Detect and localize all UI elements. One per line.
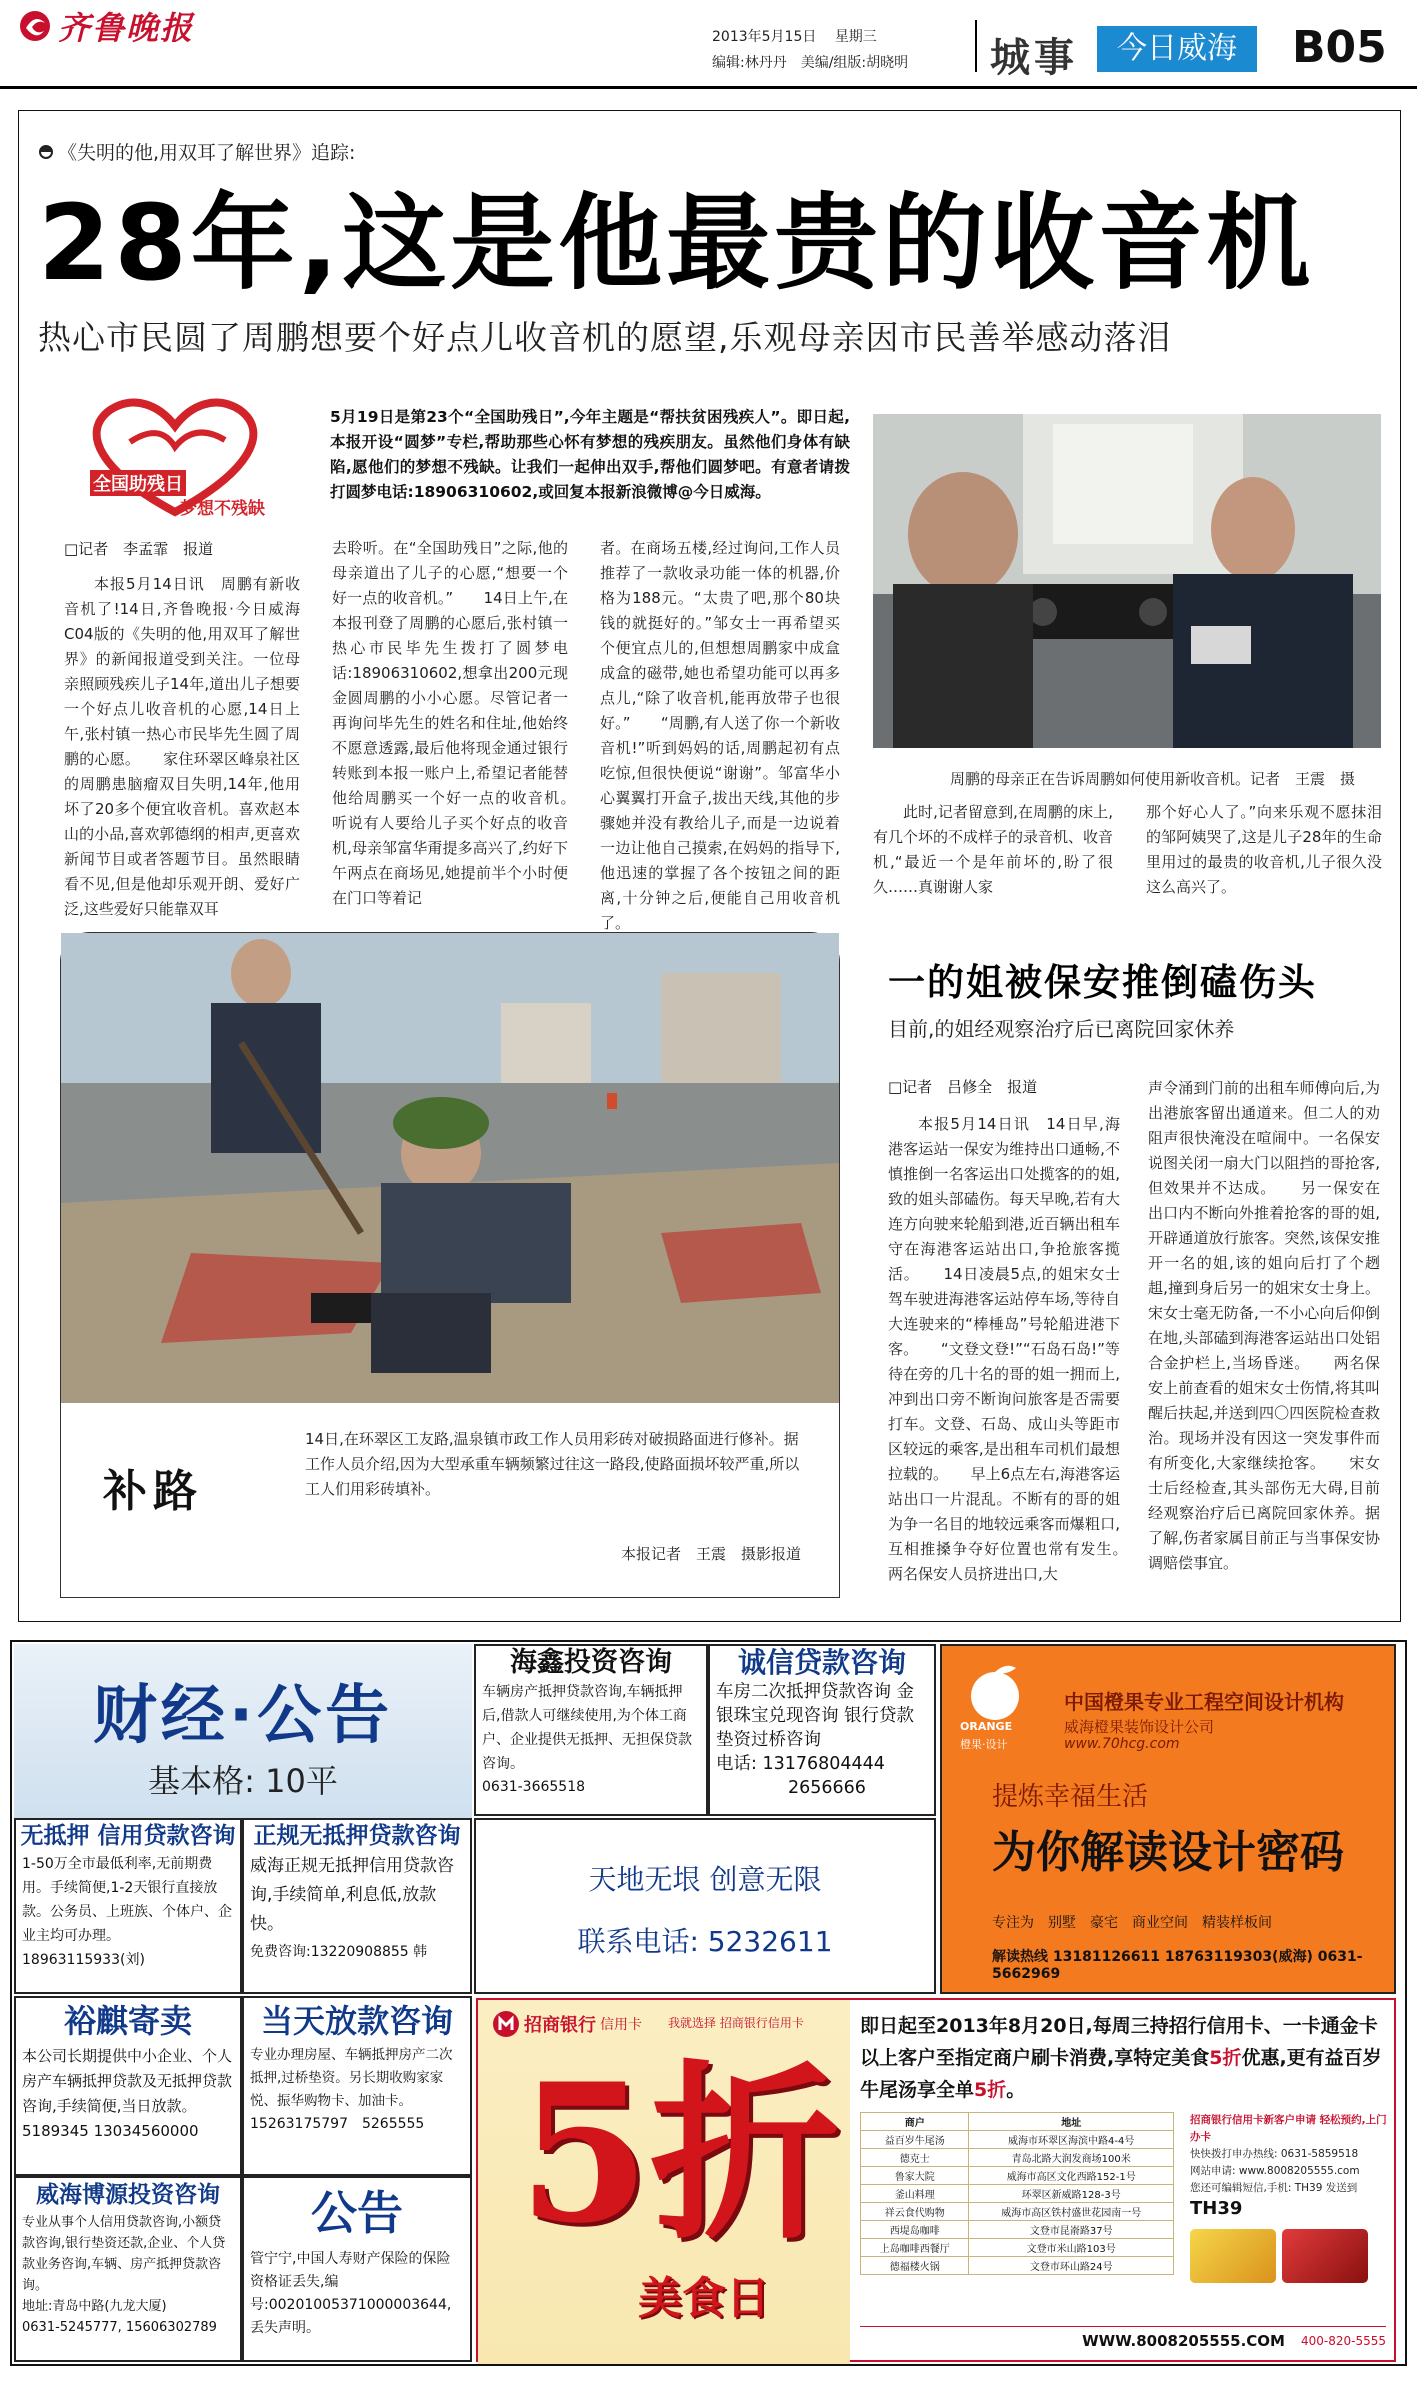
cmb-hotline: 400-820-5555 xyxy=(1300,2334,1386,2348)
ad-same-day-loan: 当天放款咨询 专业办理房屋、车辆抵押房产二次抵押,过桥垫资。另长期收购家家悦、振华购物卡、加油卡。 15263175797 5265555 xyxy=(242,1996,472,2176)
table-row: 德福楼火锅 文登市环山路24号 xyxy=(861,2257,1174,2275)
logo-swirl-icon xyxy=(18,9,52,43)
issue-weekday: 星期三 xyxy=(834,29,877,45)
ad-orange-design: ORANGE 橙果·设计 中国橙果专业工程空间设计机构 威海橙果装饰设计公司 www.70hcg.com 提炼幸福生活 为你解读设计密码 专注为 别墅 豪宅 商业空间 精装样板间 解读热线 13181126611 18763119303(威海) 0631-5662969 xyxy=(940,1644,1396,1994)
road-repair-credit: 本报记者 王震 摄影报道 xyxy=(621,1545,802,1563)
ad-no-mortgage-loan: 正规无抵押贷款咨询 威海正规无抵押信用贷款咨询,手续简单,利息低,放款快。 免费咨询:13220908855 韩 xyxy=(242,1818,472,1994)
story1-promo: 5月19日是第23个“全国助残日”,今年主题是“帮扶贫困残疾人”。即日起,本报开设“圆梦”专栏,帮助那些心怀有梦想的残疾朋友。虽然他们身体有缺陷,愿他们的梦想不残缺。让我们一起伸出双手,帮他们圆梦吧。有意者请拨打圆梦电话:18906310602,或回复本报新浪微博@今日威海。 xyxy=(330,408,850,501)
bullet-circle-icon xyxy=(38,144,54,160)
subsection-badge: 今日威海 xyxy=(1097,26,1257,72)
page-number: B05 xyxy=(1292,22,1387,73)
story2-byline: □记者 吕修全 报道 xyxy=(888,1078,1038,1096)
table-row: 西堤岛咖啡 文登市昆嵛路37号 xyxy=(861,2221,1174,2239)
mother-son-radio-photo xyxy=(873,414,1381,748)
story1-photo-caption: 周鹏的母亲正在告诉周鹏如何使用新收音机。记者 王震 摄 xyxy=(950,770,1356,788)
story1-column-5: 那个好心人了。”向来乐观不愿抹泪的邹阿姨哭了,这是儿子28年的生命里用过的最贵的收音机,儿子很久没这么高兴了。 xyxy=(1146,803,1382,896)
issue-date: 2013年5月15日 xyxy=(712,29,817,45)
finance-banner: 财经·公告 基本格: 10平 xyxy=(14,1644,472,1818)
ad-notice: 公告 管宁宁,中国人寿财产保险的保险资格证丢失,编号:00201005371000003644,丢失声明。 xyxy=(242,2176,472,2362)
story1-byline: □记者 李孟霏 报道 xyxy=(64,540,214,558)
story1-kicker: 《失明的他,用双耳了解世界》追踪: xyxy=(38,138,355,165)
table-row: 上岛咖啡西餐厅 文登市米山路103号 xyxy=(861,2239,1174,2257)
ad-yuqi-pawn: 裕麒寄卖 本公司长期提供中小企业、个人房产车辆抵押贷款及无抵押贷款咨询,手续简便,当日放款。 5189345 13034560000 xyxy=(14,1996,242,2176)
story1-column-3: 者。在商场五楼,经过询问,工作人员推荐了一款收录功能一体的机器,价格为188元。“太贵了吧,那个80块钱的就挺好的。”邹女士一再希望买个便宜点儿的,但想想周鹏家中成盒成盒的磁带,她也希望功能可以再多点儿,“除了收音机,能再放带子也很好。” “周鹏,有人送了你一个新收音机!”听到妈妈的话,周鹏起初有点吃惊,但很快便说“谢谢”。邹富华小心翼翼打开盒子,拔出天线,其他的步骤她并没有教给儿子,而是一边说着一边让他自己摸索,在妈妈的指导下,他迅速的掌握了各个按钮之间的距离,十分钟之后,便能自己用收音机了。 xyxy=(600,539,840,932)
table-row: 鲁家大院 威海市高区文化西路152-1号 xyxy=(861,2167,1174,2185)
cmb-website[interactable]: WWW.8008205555.COM xyxy=(1082,2332,1285,2350)
story1-headline: 28年,这是他最贵的收音机 xyxy=(38,182,1315,304)
masthead-logo: 齐鲁晚报 xyxy=(18,8,194,44)
orange-fruit-icon xyxy=(960,1662,1030,1722)
story2-headline: 一的姐被保安推倒磕伤头 xyxy=(888,961,1317,1004)
cmb-logo-icon xyxy=(492,2010,520,2038)
road-repair-title: 补路 xyxy=(103,1466,203,1517)
section-name: 城事 xyxy=(990,35,1078,81)
ad-boyuan-investment: 威海博源投资咨询 专业从事个人信用贷款咨询,小额贷款咨询,银行垫资还款,企业、个人贷款业务咨询,车辆、房产抵押贷款咨询。 地址:青岛中路(九龙大厦) 0631-5245777, 15606302789 xyxy=(14,2176,242,2362)
table-row: 德克士 青岛北路大润发商场100米 xyxy=(861,2149,1174,2167)
five-discount-graphic: 5折 xyxy=(518,2042,841,2265)
merchant-table: 商户 地址 益百岁牛尾汤 威海市环翠区海滨中路4-4号 德克士 青岛北路大润发商场100米 鲁家大院 威海市高区文化西路152-1号 釜山料理 环翠区新威路128-3号 祥云食代购物 威海市高区铁村盛世花园南一号 西堤岛咖啡 文登市昆嵛路37号 上岛咖啡西餐厅 文登市米山路103号 德福楼火锅 文登市环山路24号 xyxy=(860,2112,1174,2275)
story2-column-1: 本报5月14日讯 14日早,海港客运站一保安为维持出口通畅,不慎推倒一名客运出口处揽客的的姐,致的姐头部磕伤。每天早晚,若有大连方向驶来轮船到港,近百辆出租车守在海港客运站出口,争抢旅客揽活。 14日凌晨5点,的姐宋女士驾车驶进海港客运站停车场,等待自大连驶来的“棒棰岛”号轮船进港下客。 “文登文登!”“石岛石岛!”等待在旁的几十名的哥的姐一拥而上,冲到出口旁不断询问旅客是否需要打车。文登、石岛、成山头等距市区较远的乘客,是出租车司机们最想拉载的。 早上6点左右,海港客运站出口一片混乱。不断有的哥的姐为争一名目的地较远乘客而爆粗口,互相推搡争夺好位置也常有发生。 两名保安人员挤进出口,大 xyxy=(888,1115,1151,1583)
story1-column-1: 本报5月14日讯 周鹏有新收音机了!14日,齐鲁晚报·今日威海C04版的《失明的他,用双耳了解世界》的新闻报道受到关注。一位母亲照顾残疾儿子14年,道出儿子想要一个好点儿收音机的心愿,14日上午,张村镇一热心市民毕先生圆了周鹏的心愿。 家住环翠区峰泉社区的周鹏患脑瘤双目失明,14年,他用坏了20多个便宜收音机。喜欢赵本山的小品,喜欢郭德纲的相声,更喜欢新闻节目或者答题节目。虽然眼睛看不见,但是他却乐观开朗、爱好广泛,这些爱好只能靠双耳 xyxy=(64,575,300,918)
story1-subhead: 热心市民圆了周鹏想要个好点儿收音机的愿望,乐观母亲因市民善举感动落泪 xyxy=(38,318,1172,357)
road-repair-caption: 14日,在环翠区工友路,温泉镇市政工作人员用彩砖对破损路面进行修补。据工作人员介绍,因为大型承重车辆频繁过往这一路段,使路面损坏较严重,所以工人们用彩砖填补。 xyxy=(305,1430,800,1498)
credit-card-image xyxy=(1190,2229,1388,2283)
editor-credits: 编辑:林丹丹 美编/组版:胡晓明 xyxy=(712,55,909,71)
ad-chengxin-loan: 诚信贷款咨询 车房二次抵押贷款咨询 金银珠宝兑现咨询 银行贷款垫资过桥咨询 电话: 13176804444 2656666 xyxy=(708,1644,936,1816)
ad-haixin-investment: 海鑫投资咨询 车辆房产抵押贷款咨询,车辆抵押后,借款人可继续使用,为个体工商户、企业提供无抵押、无担保贷款咨询。 0631-3665518 xyxy=(474,1644,708,1816)
ad-cmb-credit-card: 招商银行 信用卡 我就选择 招商银行信用卡 5折 美食日 即日起至2013年8月20日,每周三持招行信用卡、一卡通金卡以上客户至指定商户刷卡消费,享特定美食5折优惠,更有益百岁牛尾汤享全单5折。 商户 地址 益百岁牛尾汤 威海市环翠区海滨中路4-4号 德克士 青岛北路大润发商场100米 鲁家大院 威海市高区文化西路152-1号 釜山料理 环翠区新威路128-3号 祥云食代购物 威海市高区铁村盛世花园南一号 西堤岛咖啡 文登市昆嵛路37号 上岛咖啡西餐厅 文登市米山路103号 德福楼火锅 文登市环山路24号 招商银行信用卡新客户申请 轻松预约,上门办卡 快快拨打申办热线: 0631-5859518 网站申请: www.8008205555.com 您还可编辑短信,手机: TH39 发送到 TH39 WWW.8008205555.COM 400-820-5555 xyxy=(476,1998,1396,2362)
road-repair-photo xyxy=(61,933,839,1403)
ad-creative: 天地无垠 创意无限 联系电话: 5232611 xyxy=(474,1818,936,1994)
table-row: 釜山料理 环翠区新威路128-3号 xyxy=(861,2185,1174,2203)
story2-subhead: 目前,的姐经观察治疗后已离院回家休养 xyxy=(888,1017,1235,1041)
story2-column-2: 声令涌到门前的出租车师傅向后,为出港旅客留出通道来。但二人的劝阻声很快淹没在喧闹中。一名保安说图关闭一扇大门以阻挡的哥抢客,但效果并不达成。 另一保安在出口内不断向外推着抢客的哥的姐,开辟通道放行旅客。突然,该保安推开一名的姐,该的姐向后打了个趔趄,撞到身后另一的姐宋女士身上。宋女士毫无防备,一不小心向后仰倒在地,头部磕到海港客运站出口处铝合金护栏上,当场昏迷。 两名保安上前查看的姐宋女士伤情,将其叫醒后扶起,并送到四〇四医院检查救治。现场并没有因这一突发事件而有所变化,大家继续抢客。 宋女士后经检查,其头部伤无大碍,目前经观察治疗后已离院回家休养。据了解,伤者家属目前正与当事保安协调赔偿事宜。 xyxy=(1148,1079,1380,1572)
story1-column-4: 此时,记者留意到,在周鹏的床上,有几个坏的不成样子的录音机、收音机,“最近一个是年前坏的,盼了很久……真谢谢人家 xyxy=(873,803,1114,896)
page-header xyxy=(0,0,1417,86)
story1-column-2: 去聆听。在“全国助残日”之际,他的母亲道出了儿子的心愿,“想要一个好一点的收音机。” 14日上午,在本报刊登了周鹏的心愿后,张村镇一热心市民毕先生拨打了圆梦电话:18906310602,想拿出200元现金圆周鹏的小小心愿。尽管记者一再询问毕先生的姓名和住址,他始终不愿意透露,最后他将现金通过银行转账到本报一账户上,希望记者能替他给周鹏买一个好一点的收音机。 听说有人要给儿子买个好点的收音机,母亲邹富华甭提多高兴了,约好下午两点在商场见,她提前半个小时便在门口等着记 xyxy=(332,539,599,907)
ad-credit-loan: 无抵押 信用贷款咨询 1-50万全市最低利率,无前期费用。手续简便,1-2天银行直接放款。公务员、上班族、个体户、企业主均可办理。18963115933(刘) xyxy=(14,1818,242,1994)
table-row: 祥云食代购物 威海市高区铁村盛世花园南一号 xyxy=(861,2203,1174,2221)
table-row: 益百岁牛尾汤 威海市环翠区海滨中路4-4号 xyxy=(861,2131,1174,2149)
road-repair-photo-frame xyxy=(60,932,840,1598)
story1-photo xyxy=(873,414,1381,748)
disability-day-logo: 全国助残日 梦想不残缺 xyxy=(60,392,290,522)
